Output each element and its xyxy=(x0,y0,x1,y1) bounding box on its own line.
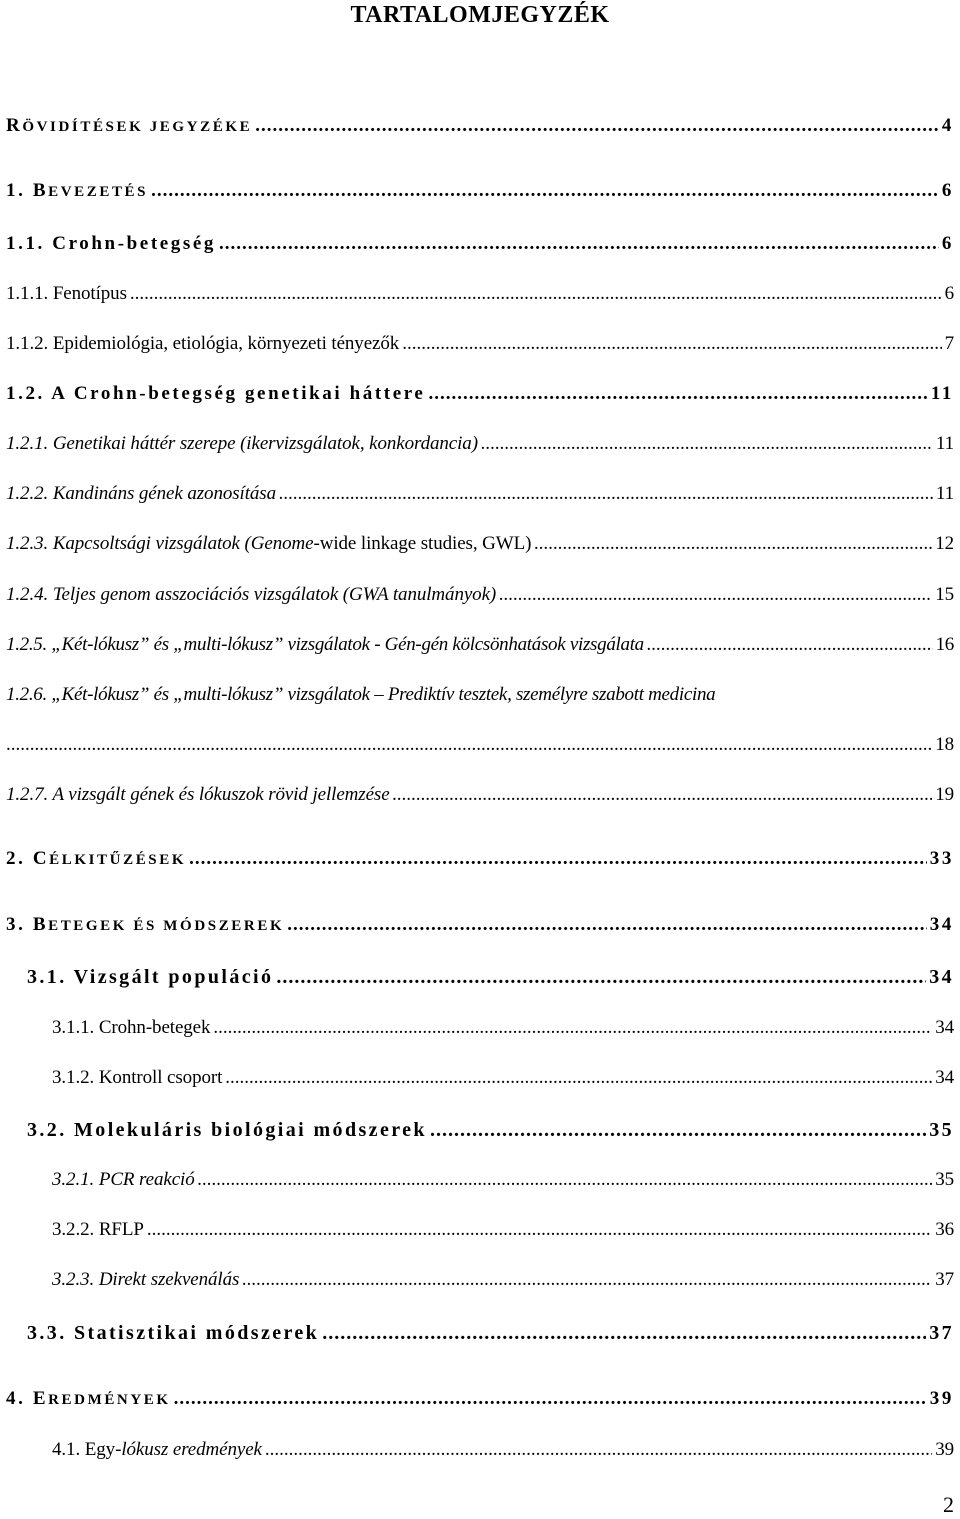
toc-label: „Két-lókusz” és „multi-lókusz” vizsgálatok – Prediktív tesztek, személyre szabott medicina xyxy=(51,684,716,705)
toc-label: Epidemiológia, etiológia, környezeti tényezők xyxy=(52,333,400,354)
toc-number: 1.2.3. xyxy=(6,533,49,554)
toc-entry-1-2-4[interactable] xyxy=(6,584,954,606)
toc-number: 1.1. xyxy=(6,233,45,254)
toc-label: Kapcsoltsági vizsgálatok (Genome- xyxy=(52,533,320,554)
toc-number: 3.3. xyxy=(27,1322,67,1344)
dot-leader xyxy=(322,1322,926,1345)
dot-leader xyxy=(242,1269,932,1291)
toc-entry-3-2[interactable] xyxy=(27,1119,954,1142)
toc-label: Kontroll csoport xyxy=(98,1067,223,1088)
toc-label: EREDMÉNYEK xyxy=(32,1388,171,1409)
toc-page: 39 xyxy=(935,1439,954,1460)
toc-entry-1-1-2[interactable] xyxy=(6,333,954,355)
toc-page: 35 xyxy=(929,1119,954,1141)
toc-entry-1-2-5[interactable] xyxy=(6,634,954,656)
toc-number: 3.2.1. xyxy=(52,1169,95,1190)
dot-leader xyxy=(265,1439,932,1461)
document-title: TARTALOMJEGYZÉK xyxy=(350,2,610,28)
toc-number: 1.2. xyxy=(6,383,45,404)
toc-number: 1.2.7. xyxy=(6,784,49,805)
toc-entry-1-2-7[interactable] xyxy=(6,784,954,806)
dot-leader xyxy=(219,233,939,255)
toc-label: RFLP xyxy=(98,1219,144,1240)
toc-label: RÖVIDÍTÉSEK JEGYZÉKE xyxy=(6,115,253,136)
dot-leader xyxy=(287,914,927,936)
toc-entry-1-2-6-line1[interactable] xyxy=(6,684,954,706)
dot-leader xyxy=(225,1067,932,1089)
dot-leader xyxy=(198,1169,933,1191)
toc-page: 34 xyxy=(935,1017,954,1038)
toc-label: BETEGEK ÉS MÓDSZEREK xyxy=(32,914,285,935)
toc-page: 34 xyxy=(929,966,954,988)
toc-label: Vizsgált populáció xyxy=(73,966,274,988)
toc-number: 2. xyxy=(6,848,26,869)
toc-label: CÉLKITŰZÉSEK xyxy=(32,848,187,869)
toc-entry-1-2[interactable] xyxy=(6,383,954,405)
toc-page: 7 xyxy=(944,333,954,354)
dot-leader xyxy=(189,848,927,870)
toc-page: 6 xyxy=(941,233,954,254)
dot-leader xyxy=(402,333,941,355)
dot-leader xyxy=(276,966,926,989)
toc-entry-1-1[interactable] xyxy=(6,233,954,255)
toc-number: 4.1. xyxy=(52,1439,81,1460)
toc-entry-1-2-6-line2[interactable] xyxy=(6,734,954,756)
toc-label: A vizsgált gének és lókuszok rövid jellemzése xyxy=(52,784,390,805)
page-number: 2 xyxy=(943,1492,954,1517)
toc-label: Fenotípus xyxy=(52,283,127,304)
dot-leader xyxy=(255,115,939,137)
toc-number: 1.1.2. xyxy=(6,333,49,354)
toc-number: 1.1.1. xyxy=(6,283,49,304)
toc-label: Direkt szekvenálás xyxy=(98,1269,240,1290)
toc-label: Statisztikai módszerek xyxy=(74,1322,320,1344)
toc-label: „Két-lókusz” és „multi-lókusz” vizsgálatok - Gén-gén kölcsönhatások vizsgálata xyxy=(51,634,644,655)
toc-page: 16 xyxy=(935,634,954,655)
toc-page: 39 xyxy=(929,1388,954,1409)
toc-page: 37 xyxy=(935,1269,954,1290)
toc-page: 34 xyxy=(935,1067,954,1088)
toc-page: 35 xyxy=(935,1169,954,1190)
toc-page: 36 xyxy=(935,1219,954,1240)
toc-page: 37 xyxy=(929,1322,954,1344)
toc-label-italic: lókusz eredmények xyxy=(121,1439,262,1460)
dot-leader xyxy=(279,483,933,505)
dot-leader xyxy=(428,383,927,405)
toc-page: 6 xyxy=(941,180,954,201)
toc-label: Crohn-betegek xyxy=(98,1017,211,1038)
dot-leader xyxy=(213,1017,932,1039)
toc-number: 1.2.6. xyxy=(6,684,47,705)
dot-leader xyxy=(499,584,932,606)
toc-entry-3-2-1[interactable] xyxy=(52,1169,954,1191)
dot-leader xyxy=(174,1388,927,1410)
toc-page: 19 xyxy=(935,784,954,805)
toc-entry-betegek-es-modszerek[interactable] xyxy=(6,914,954,936)
toc-entry-bevezetes[interactable] xyxy=(6,180,954,202)
toc-number: 3.2. xyxy=(27,1119,67,1141)
toc-page: 11 xyxy=(935,483,954,504)
toc-entry-1-1-1[interactable] xyxy=(6,283,954,305)
toc-page: 12 xyxy=(935,533,954,554)
toc-entry-3-3[interactable] xyxy=(27,1322,954,1345)
toc-label: Teljes genom asszociációs vizsgálatok (GWA tanulmányok) xyxy=(52,584,497,605)
dot-leader xyxy=(481,433,933,455)
toc-entry-3-1[interactable] xyxy=(27,966,954,989)
toc-page: 18 xyxy=(935,734,954,755)
toc-entry-celkituzesek[interactable] xyxy=(6,848,954,870)
toc-entry-1-2-2[interactable] xyxy=(6,483,954,505)
dot-leader xyxy=(393,784,933,806)
toc-number: 3.2.3. xyxy=(52,1269,95,1290)
toc-number: 1.2.5. xyxy=(6,634,47,655)
toc-number: 3.2.2. xyxy=(52,1219,95,1240)
toc-label: Molekuláris biológiai módszerek xyxy=(74,1119,427,1141)
dot-leader xyxy=(130,283,942,305)
toc-number: 3.1.1. xyxy=(52,1017,95,1038)
toc-number: 1.2.1. xyxy=(6,433,49,454)
toc-number: 1.2.4. xyxy=(6,584,49,605)
dot-leader xyxy=(430,1119,926,1142)
toc-number: 3.1. xyxy=(27,966,67,988)
toc-entry-4-1[interactable] xyxy=(52,1439,954,1461)
toc-entry-3-2-3[interactable] xyxy=(52,1269,954,1291)
toc-page: 6 xyxy=(944,283,954,304)
dot-leader xyxy=(6,734,932,756)
toc-label: PCR reakció xyxy=(98,1169,195,1190)
toc-label-roman: wide linkage studies, GWL) xyxy=(319,533,532,554)
toc-entry-rovidtesek[interactable] xyxy=(6,115,954,137)
toc-page: 11 xyxy=(935,433,954,454)
toc-entry-1-2-1[interactable] xyxy=(6,433,954,455)
toc-label: Egy- xyxy=(84,1439,122,1460)
toc-label: Kandináns gének azonosítása xyxy=(52,483,276,504)
toc-label: Genetikai háttér szerepe (ikervizsgálatok, konkordancia) xyxy=(52,433,478,454)
dot-leader xyxy=(647,634,933,656)
dot-leader xyxy=(151,180,939,202)
toc-entry-1-2-3[interactable] xyxy=(6,533,954,555)
toc-page: 34 xyxy=(929,914,954,935)
toc-number: 3.1.2. xyxy=(52,1067,95,1088)
toc-number: 1.2.2. xyxy=(6,483,49,504)
toc-entry-3-1-1[interactable] xyxy=(52,1017,954,1039)
toc-number: 3. xyxy=(6,914,26,935)
dot-leader xyxy=(147,1219,932,1241)
toc-label: BEVEZETÉS xyxy=(32,180,149,201)
toc-number: 4. xyxy=(6,1388,26,1409)
toc-label: A Crohn-betegség genetikai háttere xyxy=(51,383,426,404)
toc-page: 33 xyxy=(929,848,954,869)
toc-page: 15 xyxy=(935,584,954,605)
toc-label: Crohn-betegség xyxy=(52,233,217,254)
toc-number: 1. xyxy=(6,180,26,201)
toc-entry-3-2-2[interactable] xyxy=(52,1219,954,1241)
toc-page: 4 xyxy=(941,115,954,136)
toc-entry-3-1-2[interactable] xyxy=(52,1067,954,1089)
toc-entry-eredmenyek[interactable] xyxy=(6,1388,954,1410)
toc-page: 11 xyxy=(930,383,954,404)
dot-leader xyxy=(534,533,932,555)
